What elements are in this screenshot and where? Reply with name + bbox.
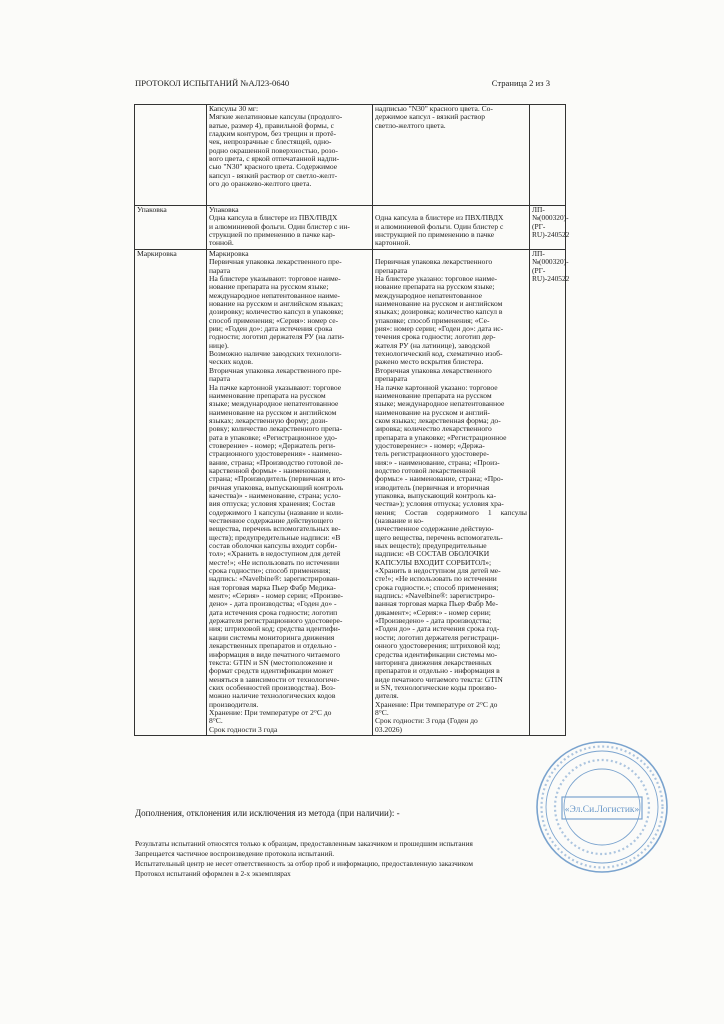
- result-text: надписью "N30" красного цвета. Со- держимое капсул - вязкий раствор светло-желтого цвета.: [373, 105, 530, 206]
- test-results-table: [134, 104, 570, 736]
- table-row: [135, 105, 566, 206]
- indicator-name: [135, 105, 207, 206]
- note-line: Протокол испытаний оформлен в 2-х экземплярах: [135, 869, 291, 878]
- additions-line: Дополнения, отклонения или исключения из метода (при наличии): -: [135, 808, 400, 818]
- requirement-text: Упаковка Одна капсула в блистере из ПВХ/ПВДХ и алюминиевой фольги. Один блистер с ин- струкцией по применению в пачке кар- тонной.: [207, 206, 373, 250]
- table-row: [135, 250, 566, 736]
- result-text: Одна капсула в блистере из ПВХ/ПВДХ и алюминиевой фольги. Один блистер с инструкцией по применению в пачке картонной.: [373, 206, 530, 250]
- protocol-title: ПРОТОКОЛ ИСПЫТАНИЙ №АЛ23-0640: [135, 78, 290, 88]
- company-stamp: [534, 739, 670, 875]
- note-line: Запрещается частичное воспроизведение протокола испытаний.: [135, 849, 335, 858]
- result-text: Первичная упаковка лекарственного препарата На блистере указано: торговое наиме- нование препарата на русском языке; международное непатентованное наименование на русском и английском языках; дозировка; количество капсул в упаковке; способ применения; «Се- рия»: номер серии; «Годен до»: дата ис- течения срока годности; логотип дер- жателя РУ (на латинице), заводской технологический код, схематично изоб- ражено место вскрытия блистера. Вторичная упаковка лекарственного препарата На пачке картонной указано: торговое наименование препарата на русском языке; международное непатентованное наименование на русском и англий- ском языках; лекарственная форма; до- зировка; количество лекарственного препарата в упаковке; «Регистрационное удостоверение:» - номер; «Держа- тель регистрационного удостовере- ния:» - наименование, страна; «Произ- водство готовой лекарственной формы:» - наименование, страна; «Про- изводитель (первичная и вторичная упаковка, выпускающий контроль ка- чества»); условия отпуска; условия хра- нения; Состав содержимого 1 капсулы (название и ко- личественное содержание действую- щего вещества, перечень вспомогатель- ных веществ); предупредительные надписи: «В СОСТАВ ОБОЛОЧКИ КАПСУЛЫ ВХОДИТ СОРБИТОЛ»; «Хранить в недоступном для детей ме- сте!»; «Не использовать по истечении срока годности.»; способ применения; надпись: «Navelbine®: зарегистриро- ванная торговая марка Пьер Фабр Ме- дикамент»; «Серия:» - номер серии; «Произведено» - дата производства; «Годен до» - дата истечения срока год- ности; логотип держателя регистраци- онного удостоверения; штриховой код; средства идентификации системы мо- ниторинга движения лекарственных препаратов и отдельно - информация в виде печатного читаемого текста: GTIN и SN, технологические коды произво- дителя. Хранение: При температуре от 2°С до 8°С. Срок годности: 3 года (Годен до 03.2026): [373, 250, 530, 736]
- requirement-text: Капсулы 30 мг: Мягкие желатиновые капсулы (продолго- ватые, размер 4), правильной формы, с гладким контуром, без трещин и протё- чек, непрозрачные с блестящей, одно- родно окрашенной поверхностью, розо- вого цвета, с яркой отпечатанной надпи- сью "N30" красного цвета. Содержимое капсул - вязкий раствор от светло-желт- ого до оранжево-желтого цвета.: [207, 105, 373, 206]
- page-number: Страница 2 из 3: [491, 78, 550, 88]
- stamp-center-text: «Эл.Си.Логистик»: [564, 805, 640, 815]
- note-line: Испытательный центр не несет ответственность за отбор проб и информацию, предоставленную заказчиком: [135, 859, 473, 868]
- note-line: Результаты испытаний относятся только к образцам, предоставленным заказчиком и прошедшим испытания: [135, 839, 473, 848]
- method-reference: ЛП-№(000320)-(РГ- RU)-240522: [530, 250, 566, 736]
- requirement-text: Маркировка Первичная упаковка лекарственного пре- парата На блистере указывают: торговое наиме- нование препарата на русском языке; международное непатентованное наиме- нование на русском и английском языках; дозировку; количество капсул в упаковке; способ применения; «Серия»: номер се- рии; «Годен до»: дата истечения срока годности; логотип держателя РУ (на лати- нице). Возможно наличие заводских технологи- ческих кодов. Вторичная упаковка лекарственного пре- парата На пачке картонной указывают: торговое наименование препарата на русском языке; международное непатентованное наименование на русском и английском языках; лекарственную форму; дози- ровку; количество лекарственного препа- рата в упаковке; «Регистрационное удо- стоверение» - номер; «Держатель реги- страционного удостоверения» - наимено- вание, страна; «Производство готовой ле- карственной формы» - наименование, страна; «Производитель (первичная и вто- ричная упаковка, выпускающий контроль качества)» - наименование, страна; усло- вия отпуска; условия хранения; Состав содержимого 1 капсулы (название и коли- чественное содержание действующего вещества, перечень вспомогательных ве- ществ); предупредительные надписи: «В состав оболочки капсулы входит сорби- тол»; «Хранить в недоступном для детей месте!»; «Не использовать по истечении срока годности»; способ применения; надпись: «Navelbine®: зарегистрирован- ная торговая марка Пьер Фабр Медика- мент»; «Серия» - номер серии; «Произве- дено» - дата производства; «Годен до» - дата истечения срока годности; логотип держателя регистрационного удостовере- ния; штриховой код; средства идентифи- кации системы мониторинга движения лекарственных препаратов и отдельно - информация в виде печатного читаемого текста: GTIN и SN (местоположение и формат средств идентификации может меняться в зависимости от технологиче- ских особенностей производства). Воз- можно наличие технологических кодов производителя. Хранение: При температуре от 2°С до 8°С. Срок годности 3 года: [207, 250, 373, 736]
- indicator-name: Упаковка: [135, 206, 207, 250]
- indicator-name: Маркировка: [135, 250, 207, 736]
- method-reference: ЛП-№(000320)-(РГ- RU)-240522: [530, 206, 566, 250]
- method-reference: [530, 105, 566, 206]
- table-row: [135, 206, 566, 250]
- footer-notes: [135, 839, 473, 879]
